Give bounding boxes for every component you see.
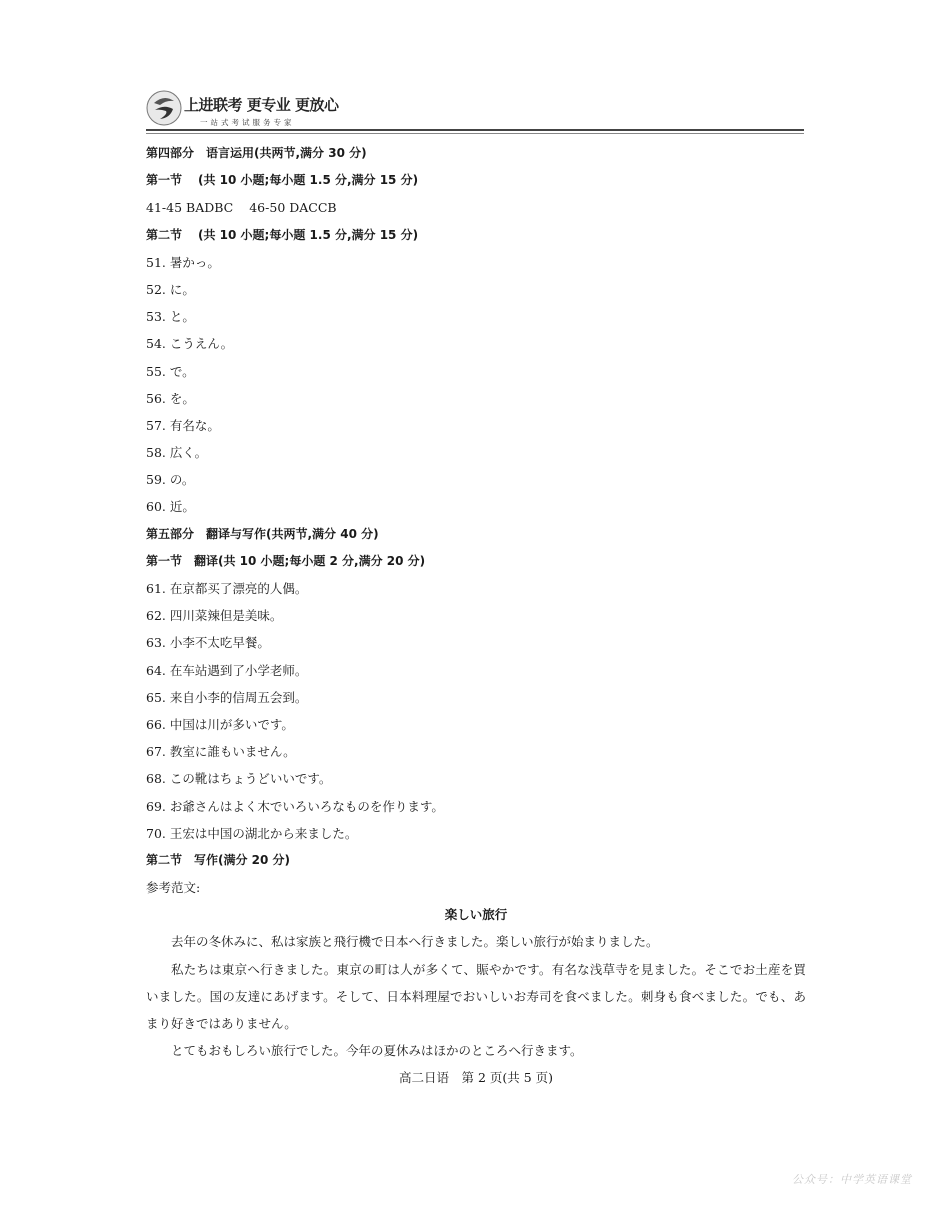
answer-item: 61. 在京都买了漂亮的人偶。 [146, 581, 308, 596]
answer-item: 70. 王宏は中国の湖北から来ました。 [146, 825, 358, 841]
section-label: 第二节 [146, 227, 183, 242]
sample-label: 参考范文: [146, 880, 201, 896]
header [146, 88, 804, 134]
answer-item: 65. 来自小李的信周五会到。 [146, 689, 308, 705]
essay-paragraph: とてもおもしろい旅行でした。今年の夏休みはほかのところへ行きます。 [171, 1043, 583, 1059]
logo-icon [146, 90, 182, 126]
answer-item: 59. の。 [146, 472, 195, 488]
essay-paragraph: 去年の冬休みに、私は家族と飛行機で日本へ行きました。楽しい旅行が始まりました。 [171, 934, 659, 950]
section-desc: (共 10 小题;每小题 1.5 分,满分 15 分) [198, 227, 419, 242]
part5-section1-heading: 第一节 翻译(共 10 小题;每小题 2 分,满分 20 分) [146, 553, 426, 568]
answer-item: 58. 広く。 [146, 445, 208, 461]
watermark: 公众号：中学英语课堂 [792, 1173, 912, 1186]
answer-item: 57. 有名な。 [146, 417, 220, 433]
answer-item: 54. こうえん。 [146, 336, 234, 352]
logo-subtitle: 一站式考试服务专家 [200, 118, 295, 127]
header-rule-thin [146, 133, 804, 134]
part5-section2-heading: 第二节 写作(满分 20 分) [146, 852, 291, 867]
essay-title: 楽しい旅行 [444, 907, 508, 923]
section-label: 第一节 [146, 173, 183, 188]
header-rule [146, 129, 804, 131]
part4-section1-heading [146, 167, 806, 194]
part4-section2-heading [146, 222, 806, 249]
part4-heading: 第四部分 语言运用(共两节,满分 30 分) [146, 146, 367, 160]
answer-item: 53. と。 [146, 309, 195, 325]
answer-item: 68. この靴はちょうどいいです。 [146, 771, 332, 787]
answers-41-50 [146, 194, 806, 221]
answer-item: 67. 教室に誰もいません。 [146, 744, 296, 760]
section-desc: (共 10 小题;每小题 1.5 分,满分 15 分) [198, 173, 419, 188]
answers-46-50: 46-50 DACCB [249, 200, 337, 216]
page-footer: 高二日语 第 2 页(共 5 页) [398, 1070, 554, 1086]
part5-heading: 第五部分 翻译与写作(共两节,满分 40 分) [146, 526, 379, 541]
answer-item: 64. 在车站遇到了小学老师。 [146, 662, 308, 678]
logo-title: 上进联考 更专业 更放心 [184, 96, 339, 114]
answer-item: 63. 小李不太吃早餐。 [146, 635, 270, 651]
answer-item: 52. に。 [146, 281, 195, 297]
essay-paragraph: 私たちは東京へ行きました。東京の町は人が多くて、賑やかです。有名な浅草寺を見ました。そこでお土産を買いました。国の友達にあげます。そして、日本料理屋でおいしいお寿司を食べました。刺身も食べました。でも、あまり好きではありません。 [146, 961, 806, 1032]
answer-item: 62. 四川菜辣但是美味。 [146, 608, 283, 624]
answer-item: 56. を。 [146, 390, 195, 406]
answers-41-45: 41-45 BADBC [146, 200, 234, 216]
answer-item: 55. で。 [146, 363, 195, 379]
answer-item: 51. 暑かっ。 [146, 254, 220, 270]
answer-item: 60. 近。 [146, 499, 195, 515]
answer-item: 69. お爺さんはよく木でいろいろなものを作ります。 [146, 798, 444, 814]
document-body [146, 140, 806, 1092]
answer-item: 66. 中国は川が多いです。 [146, 716, 294, 732]
